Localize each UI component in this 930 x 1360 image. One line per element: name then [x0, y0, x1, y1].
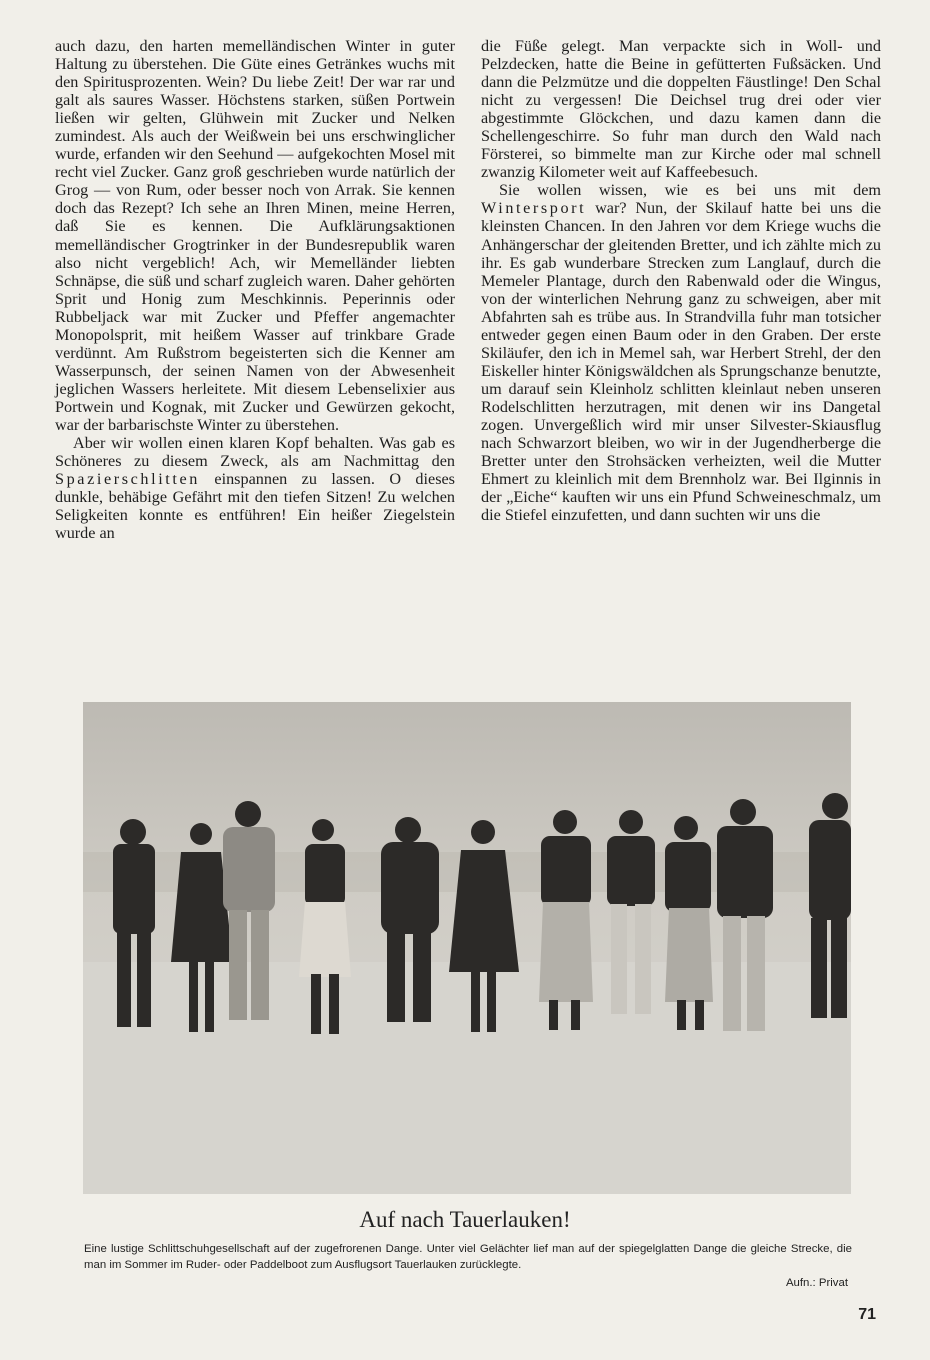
paragraph	[55, 434, 455, 542]
photo-caption-text: Eine lustige Schlittschuhgesellschaft auf der zugefrorenen Dange. Unter viel Gelächter lief man auf der spiegelglatten Dange die gleiche Strecke, die man im Sommer im Ruder- oder Paddelboot zum Ausflugsort Tauerlauken zurücklegte.	[84, 1243, 852, 1271]
photo-illustration	[83, 702, 851, 1194]
text-run: Sie wollen wissen, wie es bei uns mit dem	[499, 181, 881, 200]
text-run: war? Nun, der Skilauf hatte bei uns die kleinsten Chancen. In den Jahren vor dem Kriege wuchs die Anhängerschar der gleitenden Bretter, und ich zählte mich zu ihr. Es gab wunderbare Strecken zum Langlauf, durch die Memeler Plantage, durch den Rabenwald oder die Wingus, von der winterlichen Nehrung ganz zu schweigen, aber mit Abfahrten sah es trübe aus. In Strandvilla fuhr man totsicher entweder gegen einen Baum oder in den Graben. Der erste Skiläufer, den ich in Memel sah, war Herbert Strehl, der den Eiskeller hinter Königswäldchen als Sprungschanze benutzte, um darauf sein Kleinholz schlitten kleinlaut neben unseren Rodelschlitten herzutragen, mit denen wir ins Dangetal zogen. Unvergeßlich wird mir unser Silvester-Skiausflug nach Schwarzort bleiben, wo wir in der Jugendherberge die Bretter unter den Strohsäcken verheizten, weil die Mutter Ehmert zu kleinlich mit dem Brennholz war. Bei Ilginnis in der „Eiche“ kauften wir uns ein Pfund Schweineschmalz, um die Stiefel einzufetten, und dann suchten wir uns die	[481, 199, 882, 525]
article-column-right	[481, 37, 881, 524]
text-run: Aber wir wollen einen klaren Kopf behalten. Was gab es Schöneres zu diesem Zweck, als am Nachmittag den	[55, 434, 455, 471]
article-column-left	[55, 37, 455, 542]
text-run: einspannen zu lassen. O dieses dunkle, behäbige Gefährt mit den tiefen Sitzen! Zu welchen Seligkeiten konnte es entführen! Ein heißer Ziegelstein wurde an	[55, 470, 455, 543]
spaced-term: Spazierschlitten	[55, 470, 200, 489]
page-number: 71	[858, 1306, 876, 1323]
paragraph	[481, 181, 881, 524]
paragraph: die Füße gelegt. Man verpackte sich in Woll- und Pelzdecken, hatte die Beine in gefütterten Fußsäcken. Und dann die Pelzmütze und die doppelten Fäustlinge! Den Schal nicht zu vergessen! Die Deichsel trug drei oder vier abgestimmte Glöckchen, und dazu kamen dann die Schellengeschirre. So fuhr man durch den Wald nach Försterei, so bimmelte man zur Kirche oder mal schnell zwanzig Kilometer weit auf Kaffeebesuch.	[481, 37, 881, 182]
spaced-term: Wintersport	[481, 199, 587, 218]
paragraph: auch dazu, den harten memelländischen Winter in guter Haltung zu überstehen. Die Güte eines Getränkes wuchs mit den Spiritusprozenten. Wein? Du liebe Zeit! Der war rar und galt als saures Wasser. Höchstens starken, süßen Portwein ließen wir gelten, Glühwein mit Zucker und Nelken zumindest. Als auch der Weißwein bei uns erschwinglicher wurde, erfanden wir den Seehund — aufgekochten Mosel mit recht viel Zucker. Ganz groß geschrieben wurde natürlich der Grog — von Rum, oder besser noch von Arrak. Sie kennen doch das Rezept? Ich sehe an Ihren Minen, meine Herren, daß Sie es kennen. Die Aufklärungsaktionen memelländischer Grogtrinker in der Bundesrepublik waren also nicht vergeblich! Ach, wir Memelländer liebten Schnäpse, die süß und scharf zugleich waren. Daher gehörten Sprit und Honig zum Meschkinnis. Peperinnis oder Rubbeljack war mit Zucker und Pfeffer angemachter Monopolsprit, mit heißem Wasser auf trinkbare Grade verdünnt. Am Rußstrom begeisterten sich die Kenner am Wasserpunsch, der seinen Namen von der Abwesenheit jeglichen Wassers herleitete. Mit diesem Lebenselixier aus Portwein und Kognak, mit Zucker und Gewürzen gekocht, war der barbarischste Winter zu überstehen.	[55, 37, 455, 434]
photo-caption-title: Auf nach Tauerlauken!	[359, 1207, 571, 1232]
photo-credit: Aufn.: Privat	[785, 1277, 848, 1289]
skating-group-photo	[83, 702, 851, 1194]
